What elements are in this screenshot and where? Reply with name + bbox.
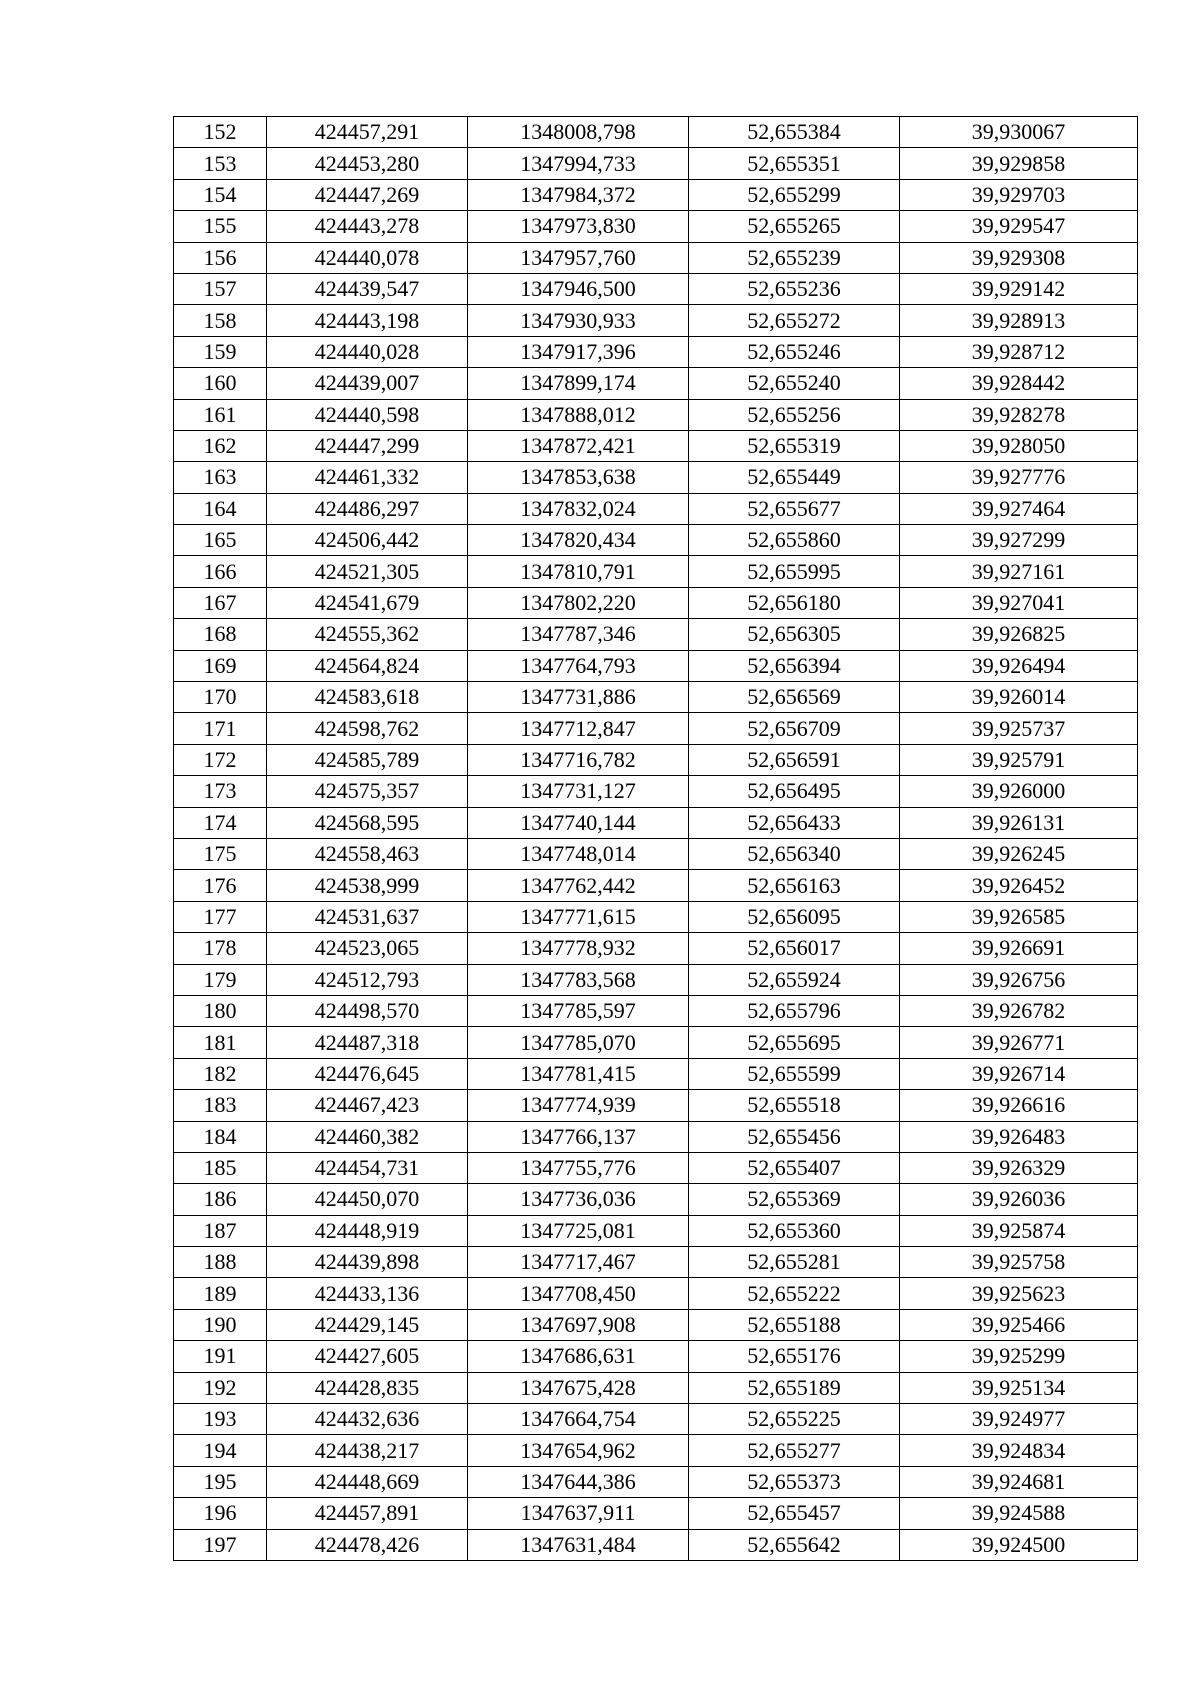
- point-number-cell: 186: [174, 1184, 267, 1215]
- x-coordinate-cell: 424447,299: [267, 430, 468, 461]
- table-row: [174, 1215, 1138, 1246]
- x-coordinate-cell: 424438,217: [267, 1435, 468, 1466]
- y-coordinate-cell: 1347820,434: [468, 525, 689, 556]
- point-number-cell: 167: [174, 587, 267, 618]
- table-row: [174, 556, 1138, 587]
- longitude-cell: 39,926245: [900, 838, 1138, 869]
- x-coordinate-cell: 424439,007: [267, 368, 468, 399]
- longitude-cell: 39,926825: [900, 619, 1138, 650]
- x-coordinate-cell: 424487,318: [267, 1027, 468, 1058]
- y-coordinate-cell: 1347654,962: [468, 1435, 689, 1466]
- latitude-cell: 52,656569: [689, 682, 900, 713]
- longitude-cell: 39,925623: [900, 1278, 1138, 1309]
- y-coordinate-cell: 1347740,144: [468, 807, 689, 838]
- point-number-cell: 158: [174, 305, 267, 336]
- x-coordinate-cell: 424564,824: [267, 650, 468, 681]
- x-coordinate-cell: 424575,357: [267, 776, 468, 807]
- table-row: [174, 1152, 1138, 1183]
- x-coordinate-cell: 424478,426: [267, 1529, 468, 1560]
- table-row: [174, 713, 1138, 744]
- y-coordinate-cell: 1347832,024: [468, 493, 689, 524]
- table-row: [174, 242, 1138, 273]
- latitude-cell: 52,656591: [689, 744, 900, 775]
- y-coordinate-cell: 1347888,012: [468, 399, 689, 430]
- point-number-cell: 159: [174, 336, 267, 367]
- longitude-cell: 39,926771: [900, 1027, 1138, 1058]
- x-coordinate-cell: 424467,423: [267, 1090, 468, 1121]
- latitude-cell: 52,656433: [689, 807, 900, 838]
- latitude-cell: 52,656709: [689, 713, 900, 744]
- longitude-cell: 39,924834: [900, 1435, 1138, 1466]
- longitude-cell: 39,926782: [900, 995, 1138, 1026]
- latitude-cell: 52,655277: [689, 1435, 900, 1466]
- table-row: [174, 1184, 1138, 1215]
- table-row: [174, 462, 1138, 493]
- point-number-cell: 188: [174, 1247, 267, 1278]
- point-number-cell: 189: [174, 1278, 267, 1309]
- point-number-cell: 177: [174, 901, 267, 932]
- x-coordinate-cell: 424439,898: [267, 1247, 468, 1278]
- latitude-cell: 52,655188: [689, 1309, 900, 1340]
- longitude-cell: 39,928442: [900, 368, 1138, 399]
- point-number-cell: 194: [174, 1435, 267, 1466]
- longitude-cell: 39,925737: [900, 713, 1138, 744]
- point-number-cell: 185: [174, 1152, 267, 1183]
- table-row: [174, 430, 1138, 461]
- x-coordinate-cell: 424555,362: [267, 619, 468, 650]
- y-coordinate-cell: 1347973,830: [468, 211, 689, 242]
- latitude-cell: 52,655225: [689, 1404, 900, 1435]
- table-row: [174, 1121, 1138, 1152]
- x-coordinate-cell: 424448,669: [267, 1466, 468, 1497]
- latitude-cell: 52,655239: [689, 242, 900, 273]
- longitude-cell: 39,926036: [900, 1184, 1138, 1215]
- latitude-cell: 52,655677: [689, 493, 900, 524]
- x-coordinate-cell: 424461,332: [267, 462, 468, 493]
- longitude-cell: 39,925874: [900, 1215, 1138, 1246]
- y-coordinate-cell: 1347697,908: [468, 1309, 689, 1340]
- y-coordinate-cell: 1347725,081: [468, 1215, 689, 1246]
- x-coordinate-cell: 424598,762: [267, 713, 468, 744]
- table-row: [174, 1027, 1138, 1058]
- x-coordinate-cell: 424454,731: [267, 1152, 468, 1183]
- longitude-cell: 39,928278: [900, 399, 1138, 430]
- table-row: [174, 1529, 1138, 1560]
- point-number-cell: 175: [174, 838, 267, 869]
- longitude-cell: 39,928050: [900, 430, 1138, 461]
- latitude-cell: 52,656495: [689, 776, 900, 807]
- latitude-cell: 52,655642: [689, 1529, 900, 1560]
- latitude-cell: 52,655995: [689, 556, 900, 587]
- table-row: [174, 368, 1138, 399]
- x-coordinate-cell: 424460,382: [267, 1121, 468, 1152]
- point-number-cell: 162: [174, 430, 267, 461]
- x-coordinate-cell: 424440,078: [267, 242, 468, 273]
- latitude-cell: 52,655796: [689, 995, 900, 1026]
- y-coordinate-cell: 1347764,793: [468, 650, 689, 681]
- table-row: [174, 493, 1138, 524]
- longitude-cell: 39,925466: [900, 1309, 1138, 1340]
- latitude-cell: 52,655319: [689, 430, 900, 461]
- longitude-cell: 39,930067: [900, 117, 1138, 148]
- y-coordinate-cell: 1347802,220: [468, 587, 689, 618]
- latitude-cell: 52,655265: [689, 211, 900, 242]
- latitude-cell: 52,655236: [689, 273, 900, 304]
- y-coordinate-cell: 1347899,174: [468, 368, 689, 399]
- y-coordinate-cell: 1347708,450: [468, 1278, 689, 1309]
- latitude-cell: 52,655351: [689, 148, 900, 179]
- y-coordinate-cell: 1347755,776: [468, 1152, 689, 1183]
- point-number-cell: 160: [174, 368, 267, 399]
- latitude-cell: 52,655299: [689, 179, 900, 210]
- y-coordinate-cell: 1347717,467: [468, 1247, 689, 1278]
- table-row: [174, 901, 1138, 932]
- x-coordinate-cell: 424523,065: [267, 933, 468, 964]
- x-coordinate-cell: 424427,605: [267, 1341, 468, 1372]
- y-coordinate-cell: 1347748,014: [468, 838, 689, 869]
- y-coordinate-cell: 1347984,372: [468, 179, 689, 210]
- latitude-cell: 52,655384: [689, 117, 900, 148]
- table-row: [174, 776, 1138, 807]
- x-coordinate-cell: 424440,028: [267, 336, 468, 367]
- x-coordinate-cell: 424443,278: [267, 211, 468, 242]
- point-number-cell: 152: [174, 117, 267, 148]
- latitude-cell: 52,655695: [689, 1027, 900, 1058]
- latitude-cell: 52,655246: [689, 336, 900, 367]
- latitude-cell: 52,655176: [689, 1341, 900, 1372]
- y-coordinate-cell: 1347644,386: [468, 1466, 689, 1497]
- longitude-cell: 39,927464: [900, 493, 1138, 524]
- longitude-cell: 39,925134: [900, 1372, 1138, 1403]
- table-row: [174, 870, 1138, 901]
- table-row: [174, 1498, 1138, 1529]
- longitude-cell: 39,927776: [900, 462, 1138, 493]
- table-row: [174, 1247, 1138, 1278]
- latitude-cell: 52,655360: [689, 1215, 900, 1246]
- y-coordinate-cell: 1347716,782: [468, 744, 689, 775]
- point-number-cell: 153: [174, 148, 267, 179]
- latitude-cell: 52,655369: [689, 1184, 900, 1215]
- latitude-cell: 52,655281: [689, 1247, 900, 1278]
- x-coordinate-cell: 424541,679: [267, 587, 468, 618]
- table-row: [174, 1309, 1138, 1340]
- longitude-cell: 39,926014: [900, 682, 1138, 713]
- point-number-cell: 187: [174, 1215, 267, 1246]
- coordinates-table-body: [174, 117, 1138, 1561]
- longitude-cell: 39,925299: [900, 1341, 1138, 1372]
- point-number-cell: 191: [174, 1341, 267, 1372]
- point-number-cell: 193: [174, 1404, 267, 1435]
- point-number-cell: 168: [174, 619, 267, 650]
- longitude-cell: 39,928712: [900, 336, 1138, 367]
- table-row: [174, 964, 1138, 995]
- latitude-cell: 52,655456: [689, 1121, 900, 1152]
- x-coordinate-cell: 424440,598: [267, 399, 468, 430]
- y-coordinate-cell: 1347664,754: [468, 1404, 689, 1435]
- point-number-cell: 197: [174, 1529, 267, 1560]
- y-coordinate-cell: 1347631,484: [468, 1529, 689, 1560]
- point-number-cell: 155: [174, 211, 267, 242]
- latitude-cell: 52,655924: [689, 964, 900, 995]
- y-coordinate-cell: 1347853,638: [468, 462, 689, 493]
- longitude-cell: 39,929703: [900, 179, 1138, 210]
- point-number-cell: 190: [174, 1309, 267, 1340]
- longitude-cell: 39,926756: [900, 964, 1138, 995]
- point-number-cell: 172: [174, 744, 267, 775]
- point-number-cell: 166: [174, 556, 267, 587]
- x-coordinate-cell: 424433,136: [267, 1278, 468, 1309]
- x-coordinate-cell: 424432,636: [267, 1404, 468, 1435]
- x-coordinate-cell: 424498,570: [267, 995, 468, 1026]
- point-number-cell: 178: [174, 933, 267, 964]
- latitude-cell: 52,655222: [689, 1278, 900, 1309]
- x-coordinate-cell: 424486,297: [267, 493, 468, 524]
- point-number-cell: 165: [174, 525, 267, 556]
- x-coordinate-cell: 424512,793: [267, 964, 468, 995]
- table-row: [174, 1341, 1138, 1372]
- y-coordinate-cell: 1347930,933: [468, 305, 689, 336]
- y-coordinate-cell: 1347994,733: [468, 148, 689, 179]
- latitude-cell: 52,655373: [689, 1466, 900, 1497]
- point-number-cell: 163: [174, 462, 267, 493]
- latitude-cell: 52,656305: [689, 619, 900, 650]
- y-coordinate-cell: 1347736,036: [468, 1184, 689, 1215]
- longitude-cell: 39,929142: [900, 273, 1138, 304]
- x-coordinate-cell: 424429,145: [267, 1309, 468, 1340]
- table-row: [174, 1278, 1138, 1309]
- longitude-cell: 39,929308: [900, 242, 1138, 273]
- table-row: [174, 179, 1138, 210]
- table-row: [174, 995, 1138, 1026]
- point-number-cell: 161: [174, 399, 267, 430]
- point-number-cell: 164: [174, 493, 267, 524]
- table-row: [174, 1435, 1138, 1466]
- y-coordinate-cell: 1347731,127: [468, 776, 689, 807]
- x-coordinate-cell: 424538,999: [267, 870, 468, 901]
- table-row: [174, 744, 1138, 775]
- x-coordinate-cell: 424443,198: [267, 305, 468, 336]
- table-row: [174, 1372, 1138, 1403]
- longitude-cell: 39,924681: [900, 1466, 1138, 1497]
- y-coordinate-cell: 1347637,911: [468, 1498, 689, 1529]
- x-coordinate-cell: 424457,291: [267, 117, 468, 148]
- point-number-cell: 170: [174, 682, 267, 713]
- y-coordinate-cell: 1347675,428: [468, 1372, 689, 1403]
- table-row: [174, 587, 1138, 618]
- y-coordinate-cell: 1347783,568: [468, 964, 689, 995]
- longitude-cell: 39,926483: [900, 1121, 1138, 1152]
- x-coordinate-cell: 424450,070: [267, 1184, 468, 1215]
- latitude-cell: 52,655189: [689, 1372, 900, 1403]
- longitude-cell: 39,925791: [900, 744, 1138, 775]
- y-coordinate-cell: 1347785,070: [468, 1027, 689, 1058]
- y-coordinate-cell: 1347957,760: [468, 242, 689, 273]
- longitude-cell: 39,928913: [900, 305, 1138, 336]
- longitude-cell: 39,929547: [900, 211, 1138, 242]
- longitude-cell: 39,927041: [900, 587, 1138, 618]
- latitude-cell: 52,656163: [689, 870, 900, 901]
- table-row: [174, 399, 1138, 430]
- longitude-cell: 39,924500: [900, 1529, 1138, 1560]
- longitude-cell: 39,926691: [900, 933, 1138, 964]
- latitude-cell: 52,655518: [689, 1090, 900, 1121]
- point-number-cell: 176: [174, 870, 267, 901]
- x-coordinate-cell: 424448,919: [267, 1215, 468, 1246]
- longitude-cell: 39,926616: [900, 1090, 1138, 1121]
- table-row: [174, 1058, 1138, 1089]
- y-coordinate-cell: 1347785,597: [468, 995, 689, 1026]
- point-number-cell: 174: [174, 807, 267, 838]
- longitude-cell: 39,926329: [900, 1152, 1138, 1183]
- x-coordinate-cell: 424583,618: [267, 682, 468, 713]
- longitude-cell: 39,926000: [900, 776, 1138, 807]
- longitude-cell: 39,924588: [900, 1498, 1138, 1529]
- point-number-cell: 180: [174, 995, 267, 1026]
- point-number-cell: 181: [174, 1027, 267, 1058]
- latitude-cell: 52,656180: [689, 587, 900, 618]
- longitude-cell: 39,926131: [900, 807, 1138, 838]
- y-coordinate-cell: 1347917,396: [468, 336, 689, 367]
- point-number-cell: 184: [174, 1121, 267, 1152]
- coordinates-table: [173, 116, 1138, 1561]
- longitude-cell: 39,929858: [900, 148, 1138, 179]
- x-coordinate-cell: 424476,645: [267, 1058, 468, 1089]
- latitude-cell: 52,655599: [689, 1058, 900, 1089]
- table-row: [174, 148, 1138, 179]
- table-row: [174, 933, 1138, 964]
- x-coordinate-cell: 424453,280: [267, 148, 468, 179]
- x-coordinate-cell: 424506,442: [267, 525, 468, 556]
- x-coordinate-cell: 424585,789: [267, 744, 468, 775]
- latitude-cell: 52,656095: [689, 901, 900, 932]
- latitude-cell: 52,655457: [689, 1498, 900, 1529]
- x-coordinate-cell: 424568,595: [267, 807, 468, 838]
- latitude-cell: 52,656340: [689, 838, 900, 869]
- table-row: [174, 1466, 1138, 1497]
- table-row: [174, 838, 1138, 869]
- latitude-cell: 52,655256: [689, 399, 900, 430]
- point-number-cell: 195: [174, 1466, 267, 1497]
- longitude-cell: 39,926585: [900, 901, 1138, 932]
- latitude-cell: 52,655272: [689, 305, 900, 336]
- y-coordinate-cell: 1347731,886: [468, 682, 689, 713]
- latitude-cell: 52,656017: [689, 933, 900, 964]
- y-coordinate-cell: 1347781,415: [468, 1058, 689, 1089]
- longitude-cell: 39,926494: [900, 650, 1138, 681]
- y-coordinate-cell: 1347787,346: [468, 619, 689, 650]
- latitude-cell: 52,655407: [689, 1152, 900, 1183]
- longitude-cell: 39,925758: [900, 1247, 1138, 1278]
- table-row: [174, 336, 1138, 367]
- point-number-cell: 171: [174, 713, 267, 744]
- point-number-cell: 182: [174, 1058, 267, 1089]
- table-row: [174, 682, 1138, 713]
- y-coordinate-cell: 1347872,421: [468, 430, 689, 461]
- y-coordinate-cell: 1347766,137: [468, 1121, 689, 1152]
- x-coordinate-cell: 424428,835: [267, 1372, 468, 1403]
- y-coordinate-cell: 1348008,798: [468, 117, 689, 148]
- y-coordinate-cell: 1347712,847: [468, 713, 689, 744]
- longitude-cell: 39,926714: [900, 1058, 1138, 1089]
- y-coordinate-cell: 1347810,791: [468, 556, 689, 587]
- x-coordinate-cell: 424457,891: [267, 1498, 468, 1529]
- longitude-cell: 39,927299: [900, 525, 1138, 556]
- y-coordinate-cell: 1347771,615: [468, 901, 689, 932]
- table-row: [174, 619, 1138, 650]
- table-row: [174, 1090, 1138, 1121]
- latitude-cell: 52,655449: [689, 462, 900, 493]
- x-coordinate-cell: 424439,547: [267, 273, 468, 304]
- latitude-cell: 52,656394: [689, 650, 900, 681]
- y-coordinate-cell: 1347946,500: [468, 273, 689, 304]
- table-row: [174, 650, 1138, 681]
- y-coordinate-cell: 1347762,442: [468, 870, 689, 901]
- x-coordinate-cell: 424558,463: [267, 838, 468, 869]
- x-coordinate-cell: 424531,637: [267, 901, 468, 932]
- longitude-cell: 39,927161: [900, 556, 1138, 587]
- point-number-cell: 169: [174, 650, 267, 681]
- table-row: [174, 1404, 1138, 1435]
- point-number-cell: 154: [174, 179, 267, 210]
- table-row: [174, 273, 1138, 304]
- point-number-cell: 156: [174, 242, 267, 273]
- table-row: [174, 211, 1138, 242]
- longitude-cell: 39,924977: [900, 1404, 1138, 1435]
- point-number-cell: 179: [174, 964, 267, 995]
- point-number-cell: 196: [174, 1498, 267, 1529]
- y-coordinate-cell: 1347778,932: [468, 933, 689, 964]
- x-coordinate-cell: 424521,305: [267, 556, 468, 587]
- point-number-cell: 192: [174, 1372, 267, 1403]
- table-row: [174, 305, 1138, 336]
- point-number-cell: 183: [174, 1090, 267, 1121]
- x-coordinate-cell: 424447,269: [267, 179, 468, 210]
- y-coordinate-cell: 1347686,631: [468, 1341, 689, 1372]
- point-number-cell: 173: [174, 776, 267, 807]
- point-number-cell: 157: [174, 273, 267, 304]
- latitude-cell: 52,655860: [689, 525, 900, 556]
- table-row: [174, 807, 1138, 838]
- longitude-cell: 39,926452: [900, 870, 1138, 901]
- table-row: [174, 525, 1138, 556]
- latitude-cell: 52,655240: [689, 368, 900, 399]
- table-row: [174, 117, 1138, 148]
- y-coordinate-cell: 1347774,939: [468, 1090, 689, 1121]
